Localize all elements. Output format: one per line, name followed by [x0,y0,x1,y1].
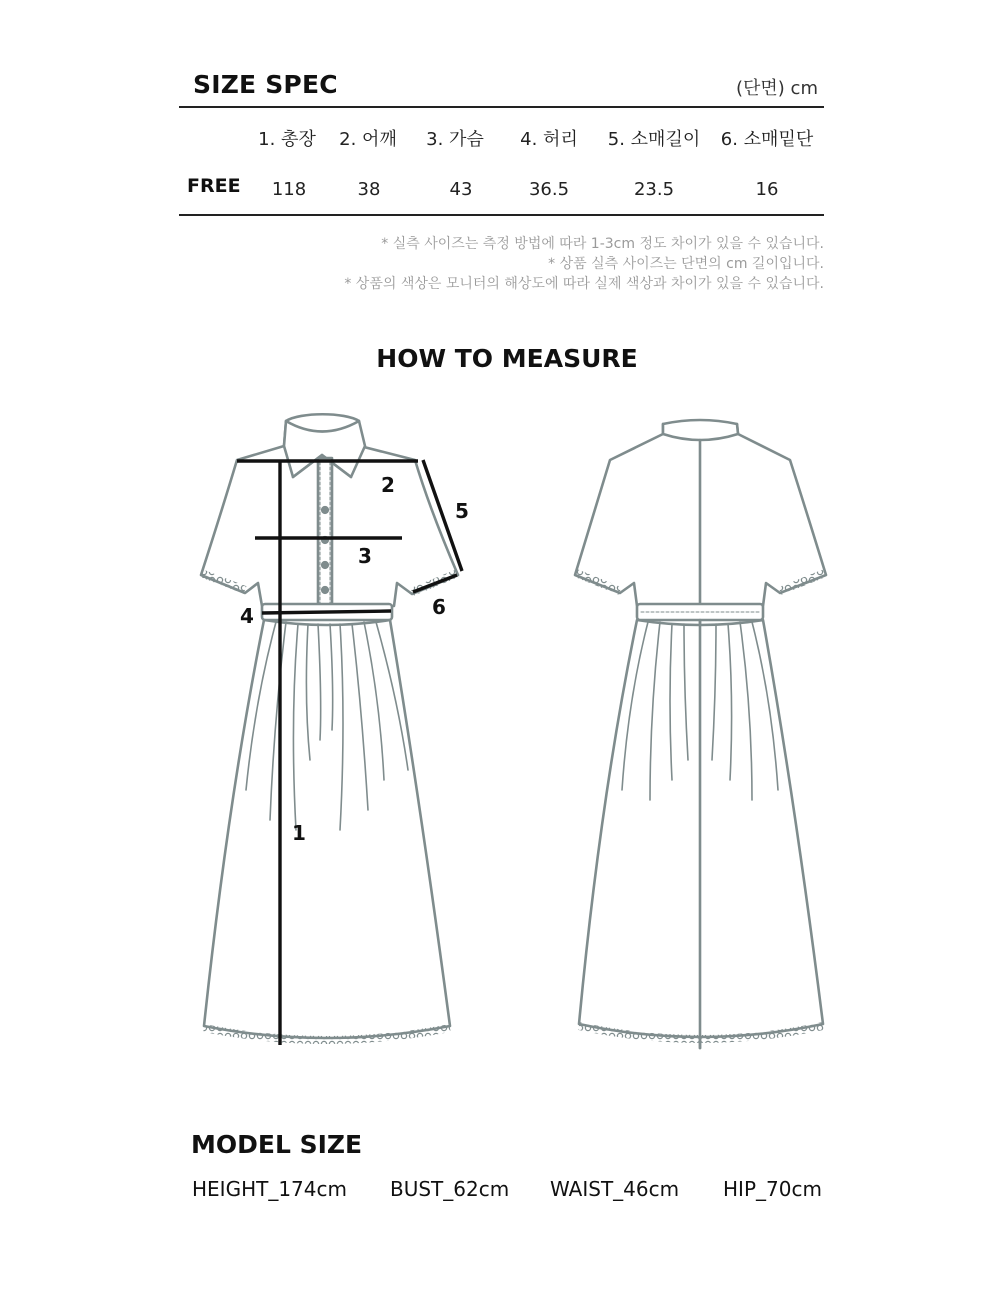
value-total-length: 118 [271,179,307,200]
measure-label-1: 1 [292,821,306,845]
dress-front-illustration [201,414,458,1038]
model-hip: HIP_70cm [723,1177,822,1201]
table-bottom-rule [179,214,824,216]
measure-line-waist [262,611,391,613]
measure-label-3: 3 [358,544,372,568]
value-shoulder: 38 [357,179,381,200]
value-chest: 43 [449,179,473,200]
header-total-length: 1. 총장 [258,129,316,150]
size-spec-title: SIZE SPEC [193,70,338,99]
measure-label-5: 5 [455,499,469,523]
model-size-title: MODEL SIZE [191,1130,363,1159]
dress-diagram [0,400,1000,1070]
header-sleeve-opening: 6. 소매밑단 [720,129,814,150]
model-height: HEIGHT_174cm [192,1177,347,1201]
header-waist: 4. 허리 [520,129,578,150]
note-measurement: * 실측 사이즈는 측정 방법에 따라 1-3cm 정도 차이가 있을 수 있습니다. [381,236,824,252]
note-color: * 상품의 색상은 모니터의 해상도에 따라 실제 색상과 차이가 있을 수 있습니다. [344,276,824,292]
header-sleeve-length: 5. 소매길이 [607,129,701,150]
value-sleeve-length: 23.5 [633,179,675,200]
model-waist: WAIST_46cm [550,1177,680,1201]
measure-label-4: 4 [240,604,254,628]
header-chest: 3. 가슴 [426,129,484,150]
how-to-measure-title: HOW TO MEASURE [376,344,638,373]
value-sleeve-opening: 16 [755,179,779,200]
dress-back-illustration [575,420,826,1048]
value-waist: 36.5 [528,179,570,200]
note-flat-measure: * 상품 실측 사이즈는 단면의 cm 길이입니다. [548,256,824,272]
size-spec-unit: (단면) cm [736,78,818,99]
measure-label-2: 2 [381,473,395,497]
model-bust: BUST_62cm [390,1177,510,1201]
table-top-rule [179,106,824,108]
size-row-label: FREE [187,175,241,197]
measure-label-6: 6 [432,595,446,619]
header-shoulder: 2. 어깨 [339,129,397,150]
